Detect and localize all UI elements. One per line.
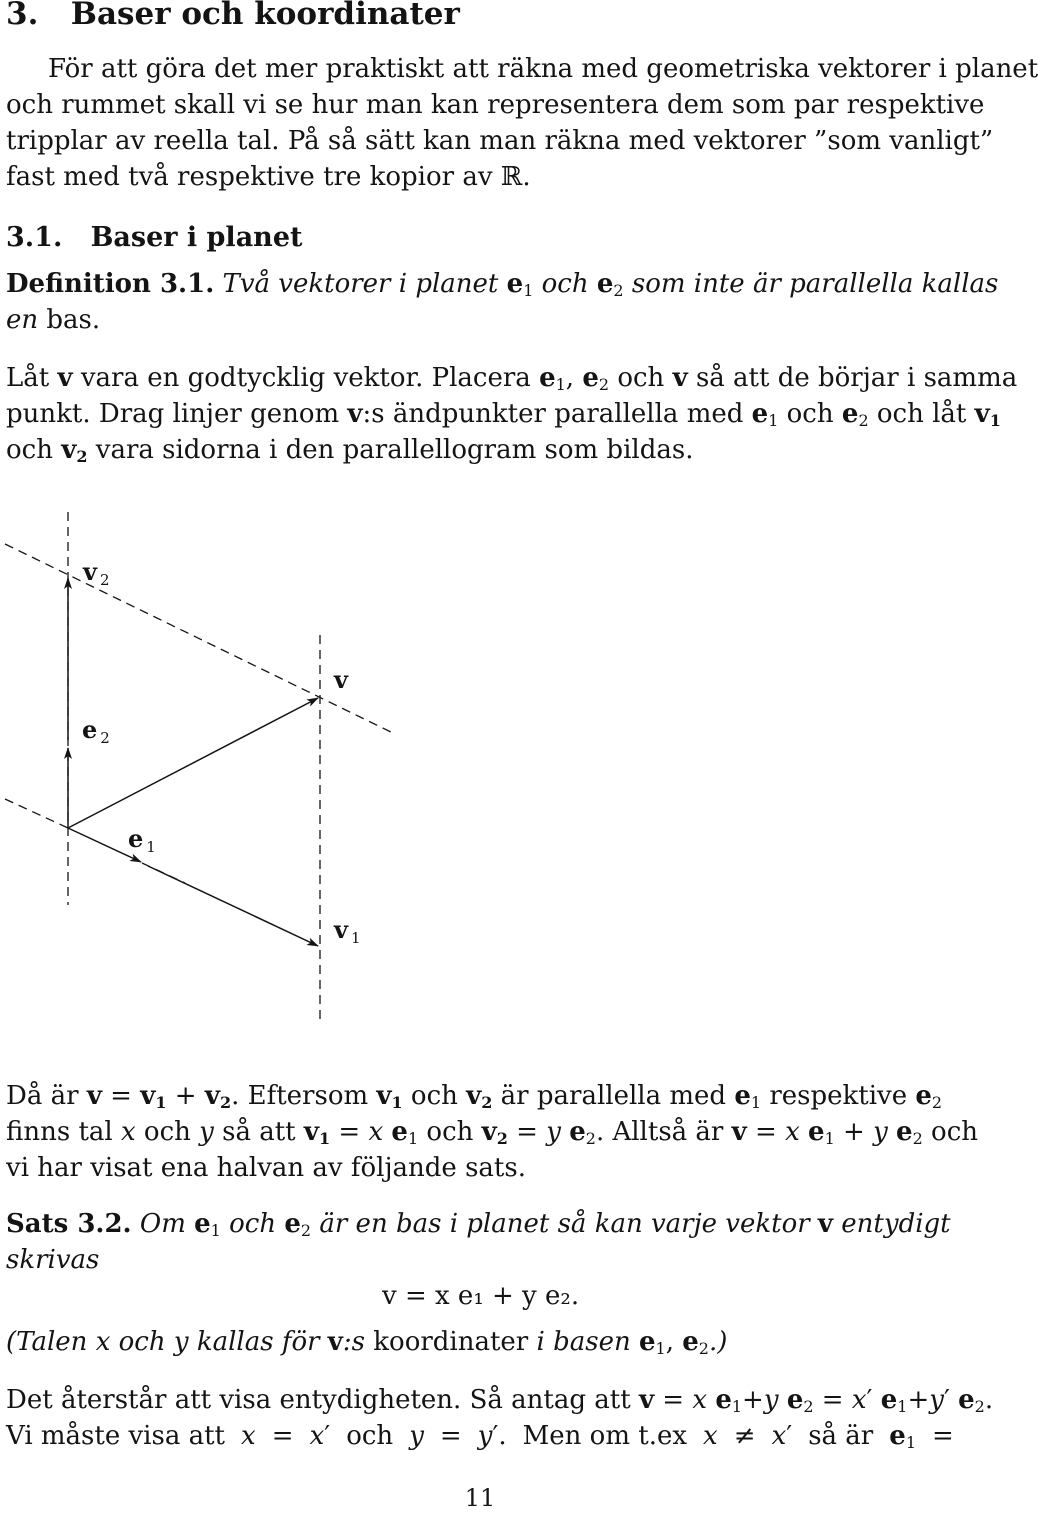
text: vara sidorna i den parallellogram som bildas. <box>95 435 694 465</box>
var-x: x <box>785 1117 800 1147</box>
para4-line-1: Det återstår att visa entydigheten. Så antag att v = x $e_1+y$ $e_2 = x'$ $e_1+y'$ $e_2$. <box>6 1385 994 1416</box>
definition-text: Två vektorer i planet <box>222 269 499 299</box>
vector-e1: e <box>751 399 769 429</box>
subscript: 1 <box>155 1093 167 1112</box>
math: x′ <box>309 1421 331 1451</box>
theorem-formula: v = x e₁ + y e₂. <box>382 1281 580 1311</box>
theorem-label: Sats 3.2. <box>6 1209 132 1239</box>
vector-v: v <box>327 1327 343 1357</box>
definition-label: Definition 3.1. <box>6 269 215 299</box>
note-text: i basen <box>536 1327 631 1357</box>
subscript: 1 <box>897 1397 908 1416</box>
var-y: y <box>873 1117 888 1147</box>
para3-line-3: vi har visat ena halvan av följande sats. <box>6 1153 526 1183</box>
vector-e2: e <box>284 1209 301 1239</box>
vector-e2: e <box>915 1081 932 1111</box>
vector-e1: e <box>880 1385 898 1415</box>
var-y: y <box>477 1421 493 1451</box>
subscript: 2 <box>481 1093 493 1112</box>
vector-v-arrow <box>68 698 318 828</box>
subscript: 2 <box>496 1129 508 1148</box>
vector-e2: e <box>841 399 859 429</box>
subscript: 1 <box>824 1129 835 1148</box>
var-x: x <box>368 1117 384 1147</box>
vector-v1-arrow <box>148 866 318 946</box>
subscript: 1 <box>523 281 534 300</box>
text: Det återstår att visa entydigheten. Så antag att <box>6 1385 631 1415</box>
vector-e2: e <box>786 1385 804 1415</box>
math: x′ <box>771 1421 793 1451</box>
label-v2: v $_2$ <box>83 557 110 589</box>
subscript: 2 <box>76 447 88 466</box>
math <box>409 1420 424 1452</box>
vector-e1: e <box>539 363 556 393</box>
var-x: x <box>241 1421 256 1451</box>
label-v1: v $_1$ <box>334 915 361 947</box>
text: respektive <box>769 1081 908 1111</box>
vector-v: v <box>376 1081 392 1111</box>
definition-text: och <box>541 269 589 299</box>
vector-v: v <box>466 1081 482 1111</box>
text: finns tal <box>6 1117 113 1147</box>
theorem-text: entydigt <box>841 1209 951 1239</box>
subscript: 1 <box>655 1339 666 1358</box>
var-x: x <box>309 1421 325 1451</box>
text: punkt. Drag linjer genom <box>6 399 340 429</box>
text: och <box>6 435 53 465</box>
vector-v: v <box>140 1081 156 1111</box>
text: Låt <box>6 363 50 393</box>
math <box>241 1420 256 1452</box>
subscript: 2 <box>912 1129 923 1148</box>
dashed-line-bottom-left <box>5 799 68 828</box>
subscript: 1 <box>768 411 779 430</box>
theorem-text: Om <box>139 1209 186 1239</box>
section-title: Baser och koordinater <box>70 0 460 32</box>
var-y: y <box>199 1117 214 1147</box>
vector-v: v <box>817 1209 834 1239</box>
para2-line-1: Låt v vara en godtycklig vektor. Placera $e_1$, $e_2$ och v så att de börjar i samma <box>6 363 1018 394</box>
intro-line-3: tripplar av reella tal. På så sätt kan man räkna med vektorer ”som vanligt” <box>6 126 994 156</box>
subscript: 1 <box>407 1129 419 1148</box>
section-number: 3. <box>6 0 39 32</box>
var-y: y <box>173 1327 189 1357</box>
text: och <box>426 1117 474 1147</box>
theorem-text: skrivas <box>6 1245 100 1275</box>
subscript: 1 <box>750 1093 762 1112</box>
subscript: 1 <box>555 375 566 394</box>
text: är parallella med <box>500 1081 727 1111</box>
definition-text: en <box>6 305 39 335</box>
section-heading <box>6 0 460 30</box>
note-text: :s <box>342 1327 366 1357</box>
definition <box>6 268 998 300</box>
para4-line-2: Vi måste visa att x = x′ och y = y′. Men om t.ex x ≠ x′ så är $e_1$ = <box>6 1421 954 1452</box>
vector-v: v <box>672 363 688 393</box>
var-x: x <box>692 1385 708 1415</box>
vector-v: v <box>731 1117 747 1147</box>
text: Då är <box>6 1081 79 1111</box>
subscript: 1 <box>319 1129 331 1148</box>
subsection-heading <box>6 222 302 254</box>
para2-line-3 <box>6 434 693 466</box>
vector-e2: e <box>596 269 614 299</box>
label-e1: e $_1$ <box>128 824 156 856</box>
intro-line-4: fast med två respektive tre kopior av ℝ. <box>6 162 531 192</box>
para3-line-2: finns tal x och y så att $v_1 = x$ $e_1$ och $v_2 = y$ $e_2$. Alltså är v = x $e_1 + y$ $e_2$ och <box>6 1117 979 1148</box>
text: och <box>931 1117 979 1147</box>
text: så att <box>222 1117 296 1147</box>
theorem-note: (Talen x och y kallas för v:s koordinater i basen $e_1$, $e_2$.) <box>6 1327 728 1358</box>
theorem <box>6 1208 951 1240</box>
subsection-number: 3.1. <box>6 222 63 253</box>
vector-v: v <box>303 1117 320 1147</box>
text: Alltså är <box>612 1117 724 1147</box>
subscript: 2 <box>613 281 624 300</box>
text: Vi måste visa att <box>6 1421 226 1451</box>
subscript: 1 <box>391 1093 403 1112</box>
text: och <box>143 1117 191 1147</box>
math <box>889 1420 916 1452</box>
definition-term: bas. <box>46 305 101 335</box>
vector-e1: e <box>715 1385 732 1415</box>
vector-v: v <box>57 363 73 393</box>
text: och <box>410 1081 458 1111</box>
para3-line-1: Då är $v = v_1 + v_2$. Eftersom $v_1$ och $v_2$ är parallella med $e_1$ respektive $e_2$ <box>6 1081 943 1112</box>
text: och <box>617 363 665 393</box>
theorem-text: är en bas i planet så kan varje vektor <box>319 1209 810 1239</box>
math <box>703 1420 718 1452</box>
note-text: kallas för <box>196 1327 320 1357</box>
note-text: och <box>118 1327 166 1357</box>
note-term: koordinater <box>373 1327 529 1357</box>
vector-e1: e <box>638 1327 656 1357</box>
vector-e2: e <box>582 363 599 393</box>
text: och låt <box>876 399 967 429</box>
parallelogram-figure <box>0 500 960 1030</box>
text: vara en godtycklig vektor. Placera <box>80 363 531 393</box>
vector-v: v <box>61 435 77 465</box>
theorem-text: och <box>229 1209 277 1239</box>
intro-line-2: och rummet skall vi se hur man kan representera dem som par respektive <box>6 90 985 120</box>
vector-e2: e <box>896 1117 913 1147</box>
para2-line-2 <box>6 398 1001 430</box>
subscript: 2 <box>858 411 869 430</box>
dashed-line-top <box>5 544 395 734</box>
text: Eftersom <box>247 1081 369 1111</box>
subscript: 2 <box>300 1221 312 1240</box>
text: och <box>346 1421 394 1451</box>
vector-v: v <box>974 399 990 429</box>
var-y: y <box>409 1421 424 1451</box>
vector-e1: e <box>889 1421 906 1451</box>
page-number: 11 <box>464 1484 496 1512</box>
var-x: x <box>95 1327 111 1357</box>
subscript: 2 <box>803 1397 814 1416</box>
text: så är <box>808 1421 874 1451</box>
label-e2: e $_2$ <box>82 715 110 747</box>
vector-v: v <box>204 1081 220 1111</box>
subscript: 2 <box>931 1093 943 1112</box>
var-x: x <box>703 1421 718 1451</box>
vector-e2: e <box>682 1327 699 1357</box>
note-text: .) <box>708 1327 728 1357</box>
var-y: y <box>546 1117 561 1147</box>
var-x: x <box>851 1385 867 1415</box>
math: y′. <box>477 1421 507 1451</box>
text: så att de börjar i samma <box>695 363 1018 393</box>
vector-e1: e <box>734 1081 751 1111</box>
subscript: 1 <box>905 1433 916 1452</box>
vector-e1: e <box>391 1117 408 1147</box>
vector-v: v <box>347 399 363 429</box>
vector-e2: e <box>569 1117 586 1147</box>
subscript: 2 <box>698 1339 709 1358</box>
subscript: 2 <box>219 1093 232 1112</box>
vector-v: v <box>86 1081 102 1111</box>
subscript: 1 <box>989 411 1001 430</box>
intro-line-1: För att göra det mer praktiskt att räkna med geometriska vektorer i planet <box>48 54 1038 84</box>
vector-v: v <box>638 1385 655 1415</box>
vector-e1: e <box>808 1117 825 1147</box>
subscript: 2 <box>598 375 610 394</box>
vector-e1: e <box>194 1209 211 1239</box>
subscript: 1 <box>210 1221 221 1240</box>
vector-e1: e <box>506 269 524 299</box>
subscript: 2 <box>585 1129 596 1148</box>
subscript: 1 <box>731 1397 743 1416</box>
subscript: 2 <box>974 1397 985 1416</box>
vector-e2: e <box>958 1385 975 1415</box>
var-y: y <box>929 1385 944 1415</box>
text: Men om t.ex <box>522 1421 688 1451</box>
definition-text: som inte är parallella kallas <box>631 269 999 299</box>
label-v: v <box>334 665 348 694</box>
var-y: y <box>763 1385 779 1415</box>
note-text: (Talen <box>6 1327 88 1357</box>
theorem-cont <box>6 1244 99 1276</box>
subsection-title: Baser i planet <box>90 222 303 253</box>
text: och <box>786 399 834 429</box>
text: :s ändpunkter parallella med <box>362 399 744 429</box>
definition-cont <box>6 304 100 336</box>
var-x: x <box>120 1117 136 1147</box>
vector-v: v <box>481 1117 497 1147</box>
var-x: x <box>771 1421 787 1451</box>
